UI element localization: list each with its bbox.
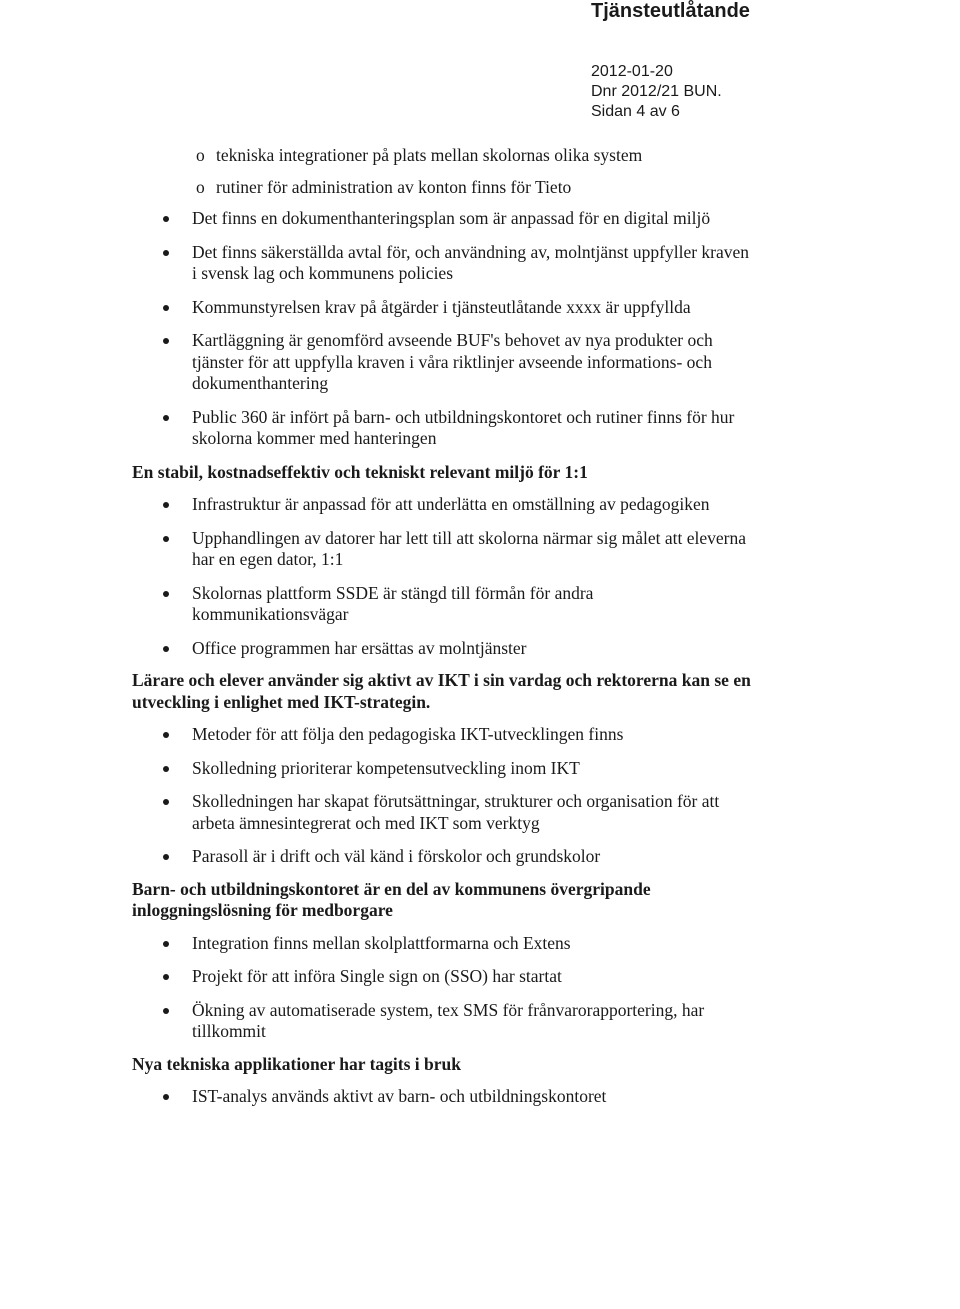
sub-list-item bbox=[132, 177, 752, 199]
list-item: Upphandlingen av datorer har lett till att skolorna närmar sig målet att eleverna har en egen dator, 1:1 bbox=[132, 528, 752, 571]
list-item: Public 360 är infört på barn- och utbildningskontoret och rutiner finns för hur skolorna kommer med hanteringen bbox=[132, 407, 752, 450]
document-date: 2012-01-20 bbox=[591, 63, 673, 80]
list-item: Det finns en dokumenthanteringsplan som är anpassad för en digital miljö bbox=[132, 208, 752, 230]
document-title: Tjänsteutlåtande bbox=[591, 0, 750, 22]
list-item: Kommunstyrelsen krav på åtgärder i tjänsteutlåtande xxxx är uppfyllda bbox=[132, 297, 752, 319]
section-heading: En stabil, kostnadseffektiv och tekniskt relevant miljö för 1:1 bbox=[132, 461, 588, 482]
list-item: Integration finns mellan skolplattformarna och Extens bbox=[132, 933, 752, 955]
sub-list-text: rutiner för administration av konton finns för Tieto bbox=[216, 176, 572, 197]
page-number: Sidan 4 av 6 bbox=[591, 103, 680, 120]
list-item: Skolledning prioriterar kompetensutveckling inom IKT bbox=[132, 758, 752, 780]
sub-list-marker: o bbox=[196, 145, 205, 165]
section-heading: Barn- och utbildningskontoret är en del av kommunens övergripande inloggningslösning för medborgare bbox=[132, 878, 651, 920]
document-body bbox=[132, 145, 752, 1120]
document-dnr: Dnr 2012/21 BUN. bbox=[591, 83, 722, 100]
list-item: Parasoll är i drift och väl känd i förskolor och grundskolor bbox=[132, 846, 752, 868]
list-item: Infrastruktur är anpassad för att underlätta en omställning av pedagogiken bbox=[132, 494, 752, 516]
list-item: Office programmen har ersättas av molntjänster bbox=[132, 638, 752, 660]
list-item: Skolledningen har skapat förutsättningar, strukturer och organisation för att arbeta ämnesintegrerat och med IKT som verktyg bbox=[132, 791, 752, 834]
sub-list-text: tekniska integrationer på plats mellan skolornas olika system bbox=[216, 145, 643, 165]
list-item: Projekt för att införa Single sign on (SSO) har startat bbox=[132, 966, 752, 988]
list-item: Metoder för att följa den pedagogiska IKT-utvecklingen finns bbox=[132, 724, 752, 746]
document-meta bbox=[591, 62, 722, 122]
list-item: IST-analys används aktivt av barn- och utbildningskontoret bbox=[132, 1086, 752, 1108]
list-item: Kartläggning är genomförd avseende BUF's behovet av nya produkter och tjänster för att uppfylla kraven i våra riktlinjer avseende informations- och dokumenthantering bbox=[132, 330, 752, 395]
sub-list-marker: o bbox=[196, 176, 205, 197]
section-heading: Lärare och elever använder sig aktivt av IKT i sin vardag och rektorerna kan se en utveckling i enlighet med IKT-strategin. bbox=[132, 670, 751, 712]
list-item: Skolornas plattform SSDE är stängd till förmån för andra kommunikationsvägar bbox=[132, 583, 752, 626]
list-item: Ökning av automatiserade system, tex SMS för frånvarorapportering, har tillkommit bbox=[132, 1000, 752, 1043]
sub-list-item bbox=[132, 145, 752, 167]
section-heading: Nya tekniska applikationer har tagits i bruk bbox=[132, 1053, 462, 1074]
list-item: Det finns säkerställda avtal för, och användning av, molntjänst uppfyller kraven i svensk lag och kommunens policies bbox=[132, 242, 752, 285]
